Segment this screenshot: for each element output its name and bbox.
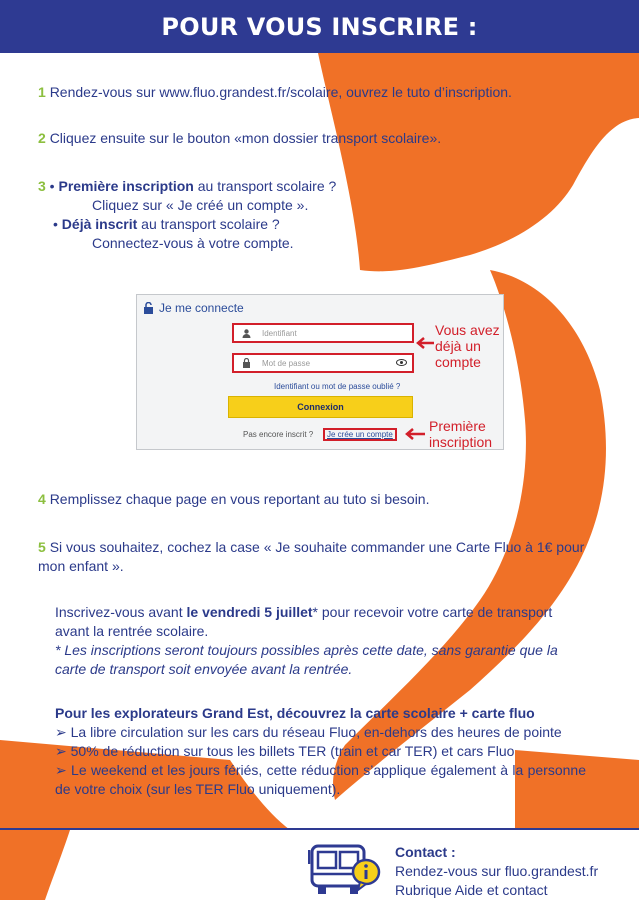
footer-divider [0,828,639,830]
first-registration-instruction: Cliquez sur « Je créé un compte ». [92,197,309,213]
step-2 [38,129,628,148]
login-title-text: Je me connecte [159,301,244,315]
step-text: Cliquez ensuite sur le bouton «mon dossier transport scolaire». [49,130,442,146]
first-registration-question: au transport scolaire ? [193,178,337,194]
eye-icon[interactable] [396,359,407,368]
deadline-note [55,603,586,679]
arrow-left-icon [415,337,435,349]
step-number: 1 [38,84,46,100]
password-placeholder: Mot de passe [262,358,311,368]
deadline-footnote: * Les inscriptions seront toujours possibles après cette date, sans garantie que la carte de transport soit envoyée avant la rentrée. [55,642,558,677]
forgot-credentials-link[interactable]: Identifiant ou mot de passe oublié ? [274,382,401,391]
password-field[interactable] [232,353,414,373]
callout-line: inscription [429,434,493,450]
step-number: 5 [38,539,46,555]
step-text: Rendez-vous sur www.fluo.grandest.fr/scolaire, ouvrez le tuto d’inscription. [49,84,512,100]
lock-icon [143,302,154,314]
callout-first-registration [429,418,492,450]
callout-existing-account [435,322,500,370]
step-text: Remplissez chaque page en vous reportant au tuto si besoin. [49,491,430,507]
page-header [0,0,639,53]
step-1 [38,83,628,102]
arrow-left-icon [404,428,426,440]
username-placeholder: Identifiant [262,328,297,338]
bus-info-icon [308,840,388,898]
already-registered-label: Déjà inscrit [61,216,138,232]
callout-line: déjà un [435,338,481,354]
deadline-before: Inscrivez-vous avant [55,604,187,620]
page-title: POUR VOUS INSCRIRE : [161,12,478,41]
explorateurs-section [55,704,586,799]
create-account-link[interactable]: Je crée un compte [323,428,397,441]
step-4 [38,490,628,509]
contact-website: Rendez-vous sur fluo.grandest.fr [395,863,599,879]
benefit-item: ➢ Le weekend et les jours fériés, cette réduction s’applique également à la personne de votre choix (sur les TER Fluo uniquement). [55,762,586,797]
contact-block [395,843,598,900]
contact-title: Contact : [395,844,456,860]
lock-icon [238,358,254,368]
step-number: 4 [38,491,46,507]
first-registration-label: Première inscription [58,178,194,194]
benefit-item: ➢ La libre circulation sur les cars du réseau Fluo, en-dehors des heures de pointe [55,724,562,740]
explorateurs-title: Pour les explorateurs Grand Est, découvrez la carte scolaire + carte fluo [55,705,535,721]
benefit-item: ➢ 50% de réduction sur tous les billets TER (train et car TER) et cars Fluo [55,743,515,759]
user-icon [238,329,254,338]
deadline-date: le vendredi 5 juillet [186,604,313,620]
already-registered-question: au transport scolaire ? [137,216,280,232]
step-text: Si vous souhaitez, cochez la case « Je souhaite commander une Carte Fluo à 1€ pour mon enfant ». [38,539,585,574]
login-title [143,301,244,315]
username-field[interactable] [232,323,414,343]
step-number: 3 [38,178,46,194]
not-registered-text: Pas encore inscrit ? [243,430,314,439]
contact-section: Rubrique Aide et contact [395,882,548,898]
step-5 [38,538,598,576]
step-number: 2 [38,130,46,146]
deadline-after: * pour recevoir votre carte de transport avant la rentrée scolaire. [55,604,553,639]
step-3: 3 • Première inscription au transport scolaire ? Cliquez sur « Je créé un compte ». • Déjà inscrit au transport scolaire ? Connectez-vous à votre compte. [38,177,598,253]
callout-line: Première [429,418,486,434]
login-button[interactable]: Connexion [228,396,413,418]
callout-line: Vous avez [435,322,500,338]
callout-line: compte [435,354,481,370]
already-registered-instruction: Connectez-vous à votre compte. [92,235,294,251]
